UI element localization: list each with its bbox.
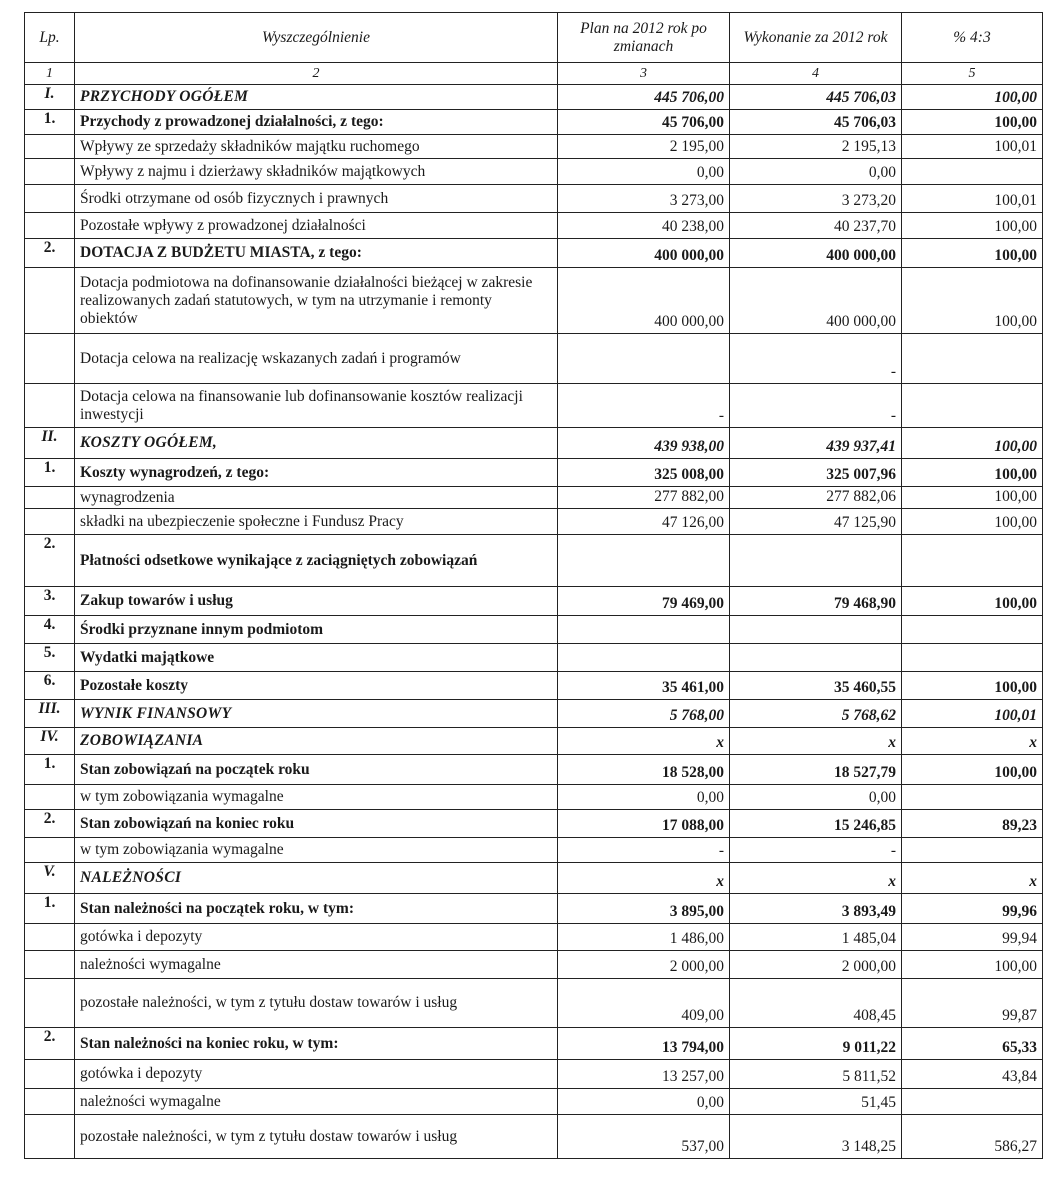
plan-value: x <box>558 728 730 755</box>
row-description: Pozostałe wpływy z prowadzonej działalności <box>75 213 558 239</box>
row-description: Przychody z prowadzonej działalności, z tego: <box>75 110 558 135</box>
row-description: Wydatki majątkowe <box>75 644 558 672</box>
row-description: Zakup towarów i usług <box>75 587 558 616</box>
table-row <box>25 487 1043 509</box>
plan-value <box>558 535 730 587</box>
execution-value: 408,45 <box>730 979 902 1028</box>
table-row <box>25 185 1043 213</box>
row-number: 1. <box>25 755 75 785</box>
row-number: 1. <box>25 894 75 924</box>
row-description: PRZYCHODY OGÓŁEM <box>75 85 558 110</box>
column-number: 5 <box>902 63 1043 85</box>
percent-value <box>902 1089 1043 1115</box>
column-number: 2 <box>75 63 558 85</box>
table-row <box>25 159 1043 185</box>
percent-value: 99,87 <box>902 979 1043 1028</box>
row-number <box>25 185 75 213</box>
row-number: 5. <box>25 644 75 672</box>
table-row <box>25 863 1043 894</box>
table-row <box>25 1060 1043 1089</box>
plan-value: 2 000,00 <box>558 951 730 979</box>
plan-value: 3 895,00 <box>558 894 730 924</box>
execution-value: 325 007,96 <box>730 459 902 487</box>
percent-value <box>902 384 1043 428</box>
execution-value: 0,00 <box>730 159 902 185</box>
percent-value: 100,01 <box>902 185 1043 213</box>
plan-value: 2 195,00 <box>558 135 730 159</box>
row-description: Dotacja podmiotowa na dofinansowanie działalności bieżącej w zakresie realizowanych zadań statutowych, w tym na utrzymanie i remonty obiektów <box>75 268 558 334</box>
row-description: Środki przyznane innym podmiotom <box>75 616 558 644</box>
row-number: 2. <box>25 810 75 838</box>
percent-value: 99,96 <box>902 894 1043 924</box>
percent-value: 100,00 <box>902 755 1043 785</box>
plan-value: 400 000,00 <box>558 239 730 268</box>
plan-value: 45 706,00 <box>558 110 730 135</box>
execution-value: - <box>730 838 902 863</box>
row-number: IV. <box>25 728 75 755</box>
table-row <box>25 213 1043 239</box>
table-row <box>25 239 1043 268</box>
execution-value: 45 706,03 <box>730 110 902 135</box>
header-execution: Wykonanie za 2012 rok <box>730 13 902 63</box>
execution-value: 400 000,00 <box>730 239 902 268</box>
row-number <box>25 1089 75 1115</box>
row-description: Dotacja celowa na finansowanie lub dofinansowanie kosztów realizacji inwestycji <box>75 384 558 428</box>
table-row <box>25 755 1043 785</box>
row-description: należności wymagalne <box>75 951 558 979</box>
row-description: należności wymagalne <box>75 1089 558 1115</box>
row-number: 2. <box>25 239 75 268</box>
execution-value: 3 273,20 <box>730 185 902 213</box>
plan-value: 13 794,00 <box>558 1028 730 1060</box>
row-description: Dotacja celowa na realizację wskazanych zadań i programów <box>75 334 558 384</box>
table-row <box>25 587 1043 616</box>
row-number <box>25 979 75 1028</box>
execution-value <box>730 644 902 672</box>
table-row <box>25 644 1043 672</box>
percent-value: 99,94 <box>902 924 1043 951</box>
header-percent: % 4:3 <box>902 13 1043 63</box>
table-row <box>25 384 1043 428</box>
execution-value: 51,45 <box>730 1089 902 1115</box>
row-number <box>25 951 75 979</box>
percent-value <box>902 535 1043 587</box>
row-number <box>25 487 75 509</box>
plan-value <box>558 616 730 644</box>
percent-value: 43,84 <box>902 1060 1043 1089</box>
row-number: III. <box>25 700 75 728</box>
percent-value: 100,00 <box>902 459 1043 487</box>
plan-value: 5 768,00 <box>558 700 730 728</box>
execution-value: 1 485,04 <box>730 924 902 951</box>
plan-value: 18 528,00 <box>558 755 730 785</box>
table-row <box>25 334 1043 384</box>
column-number: 1 <box>25 63 75 85</box>
table-row <box>25 509 1043 535</box>
percent-value: x <box>902 728 1043 755</box>
row-description: DOTACJA Z BUDŻETU MIASTA, z tego: <box>75 239 558 268</box>
percent-value: 100,01 <box>902 135 1043 159</box>
row-description: wynagrodzenia <box>75 487 558 509</box>
plan-value: 409,00 <box>558 979 730 1028</box>
plan-value: x <box>558 863 730 894</box>
percent-value: 100,00 <box>902 509 1043 535</box>
row-description: Płatności odsetkowe wynikające z zaciągniętych zobowiązań <box>75 535 558 587</box>
execution-value: 9 011,22 <box>730 1028 902 1060</box>
plan-value: 1 486,00 <box>558 924 730 951</box>
row-description: Wpływy ze sprzedaży składników majątku ruchomego <box>75 135 558 159</box>
percent-value: 100,00 <box>902 487 1043 509</box>
row-number <box>25 213 75 239</box>
execution-value: 0,00 <box>730 785 902 810</box>
table-row <box>25 1028 1043 1060</box>
column-number: 4 <box>730 63 902 85</box>
plan-value: 47 126,00 <box>558 509 730 535</box>
table-row <box>25 535 1043 587</box>
row-number <box>25 509 75 535</box>
execution-value: - <box>730 384 902 428</box>
percent-value: 100,00 <box>902 428 1043 459</box>
percent-value: 100,00 <box>902 951 1043 979</box>
row-description: gotówka i depozyty <box>75 924 558 951</box>
row-number <box>25 924 75 951</box>
row-number <box>25 135 75 159</box>
table-row <box>25 110 1043 135</box>
execution-value: - <box>730 334 902 384</box>
percent-value: x <box>902 863 1043 894</box>
execution-value <box>730 535 902 587</box>
row-number: II. <box>25 428 75 459</box>
row-number: 2. <box>25 535 75 587</box>
execution-value: 2 000,00 <box>730 951 902 979</box>
row-number: I. <box>25 85 75 110</box>
plan-value: 0,00 <box>558 785 730 810</box>
execution-value: 35 460,55 <box>730 672 902 700</box>
row-description: pozostałe należności, w tym z tytułu dostaw towarów i usług <box>75 979 558 1028</box>
execution-value: x <box>730 728 902 755</box>
row-description: Stan zobowiązań na koniec roku <box>75 810 558 838</box>
table-row <box>25 1089 1043 1115</box>
row-description: pozostałe należności, w tym z tytułu dostaw towarów i usług <box>75 1115 558 1159</box>
percent-value: 586,27 <box>902 1115 1043 1159</box>
percent-value <box>902 334 1043 384</box>
row-description: w tym zobowiązania wymagalne <box>75 785 558 810</box>
execution-value: 445 706,03 <box>730 85 902 110</box>
execution-value: 400 000,00 <box>730 268 902 334</box>
table-row <box>25 268 1043 334</box>
plan-value: 13 257,00 <box>558 1060 730 1089</box>
plan-value: 40 238,00 <box>558 213 730 239</box>
table-row <box>25 785 1043 810</box>
execution-value: x <box>730 863 902 894</box>
row-description: w tym zobowiązania wymagalne <box>75 838 558 863</box>
execution-value: 5 768,62 <box>730 700 902 728</box>
header-row <box>25 13 1043 63</box>
row-number <box>25 334 75 384</box>
table-row <box>25 700 1043 728</box>
row-description: Stan należności na początek roku, w tym: <box>75 894 558 924</box>
plan-value: - <box>558 384 730 428</box>
table-row <box>25 810 1043 838</box>
table-row <box>25 135 1043 159</box>
execution-value: 5 811,52 <box>730 1060 902 1089</box>
percent-value: 100,00 <box>902 213 1043 239</box>
column-number-row <box>25 63 1043 85</box>
row-description: Wpływy z najmu i dzierżawy składników majątkowych <box>75 159 558 185</box>
execution-value: 18 527,79 <box>730 755 902 785</box>
table-row <box>25 616 1043 644</box>
table-row <box>25 728 1043 755</box>
row-description: Stan należności na koniec roku, w tym: <box>75 1028 558 1060</box>
row-number: 2. <box>25 1028 75 1060</box>
row-description: Stan zobowiązań na początek roku <box>75 755 558 785</box>
row-number <box>25 1060 75 1089</box>
table-row <box>25 428 1043 459</box>
row-number <box>25 785 75 810</box>
execution-value: 15 246,85 <box>730 810 902 838</box>
table-row <box>25 924 1043 951</box>
percent-value: 100,00 <box>902 672 1043 700</box>
table-row <box>25 85 1043 110</box>
percent-value: 100,00 <box>902 268 1043 334</box>
column-number: 3 <box>558 63 730 85</box>
table-row <box>25 672 1043 700</box>
plan-value: 400 000,00 <box>558 268 730 334</box>
table-row <box>25 1115 1043 1159</box>
row-number <box>25 1115 75 1159</box>
plan-value: 0,00 <box>558 1089 730 1115</box>
row-number <box>25 838 75 863</box>
row-number <box>25 384 75 428</box>
percent-value: 100,00 <box>902 110 1043 135</box>
execution-value: 439 937,41 <box>730 428 902 459</box>
execution-value <box>730 616 902 644</box>
plan-value: 35 461,00 <box>558 672 730 700</box>
row-description: NALEŻNOŚCI <box>75 863 558 894</box>
plan-value <box>558 334 730 384</box>
execution-value: 47 125,90 <box>730 509 902 535</box>
row-description: ZOBOWIĄZANIA <box>75 728 558 755</box>
execution-value: 3 893,49 <box>730 894 902 924</box>
row-description: KOSZTY OGÓŁEM, <box>75 428 558 459</box>
row-number <box>25 159 75 185</box>
table-row <box>25 951 1043 979</box>
execution-value: 277 882,06 <box>730 487 902 509</box>
percent-value: 89,23 <box>902 810 1043 838</box>
financial-table <box>24 12 1043 1159</box>
percent-value <box>902 838 1043 863</box>
table-row <box>25 459 1043 487</box>
row-description: Pozostałe koszty <box>75 672 558 700</box>
execution-value: 3 148,25 <box>730 1115 902 1159</box>
row-description: gotówka i depozyty <box>75 1060 558 1089</box>
table-row <box>25 979 1043 1028</box>
percent-value: 100,00 <box>902 587 1043 616</box>
row-number <box>25 268 75 334</box>
percent-value: 65,33 <box>902 1028 1043 1060</box>
plan-value: 445 706,00 <box>558 85 730 110</box>
header-lp: Lp. <box>25 13 75 63</box>
row-number: 1. <box>25 459 75 487</box>
plan-value: 0,00 <box>558 159 730 185</box>
row-description: Środki otrzymane od osób fizycznych i prawnych <box>75 185 558 213</box>
financial-report-sheet <box>24 12 1037 1159</box>
percent-value <box>902 159 1043 185</box>
plan-value <box>558 644 730 672</box>
percent-value <box>902 785 1043 810</box>
plan-value: 537,00 <box>558 1115 730 1159</box>
percent-value: 100,00 <box>902 85 1043 110</box>
header-description: Wyszczególnienie <box>75 13 558 63</box>
execution-value: 79 468,90 <box>730 587 902 616</box>
plan-value: 325 008,00 <box>558 459 730 487</box>
plan-value: 277 882,00 <box>558 487 730 509</box>
row-number: 4. <box>25 616 75 644</box>
execution-value: 2 195,13 <box>730 135 902 159</box>
plan-value: 79 469,00 <box>558 587 730 616</box>
plan-value: 3 273,00 <box>558 185 730 213</box>
row-description: WYNIK FINANSOWY <box>75 700 558 728</box>
row-number: V. <box>25 863 75 894</box>
percent-value <box>902 644 1043 672</box>
percent-value: 100,01 <box>902 700 1043 728</box>
table-row <box>25 894 1043 924</box>
percent-value <box>902 616 1043 644</box>
percent-value: 100,00 <box>902 239 1043 268</box>
row-number: 1. <box>25 110 75 135</box>
row-description: Koszty wynagrodzeń, z tego: <box>75 459 558 487</box>
plan-value: 17 088,00 <box>558 810 730 838</box>
header-plan: Plan na 2012 rok po zmianach <box>558 13 730 63</box>
row-number: 6. <box>25 672 75 700</box>
plan-value: 439 938,00 <box>558 428 730 459</box>
row-description: składki na ubezpieczenie społeczne i Fundusz Pracy <box>75 509 558 535</box>
row-number: 3. <box>25 587 75 616</box>
plan-value: - <box>558 838 730 863</box>
execution-value: 40 237,70 <box>730 213 902 239</box>
table-row <box>25 838 1043 863</box>
